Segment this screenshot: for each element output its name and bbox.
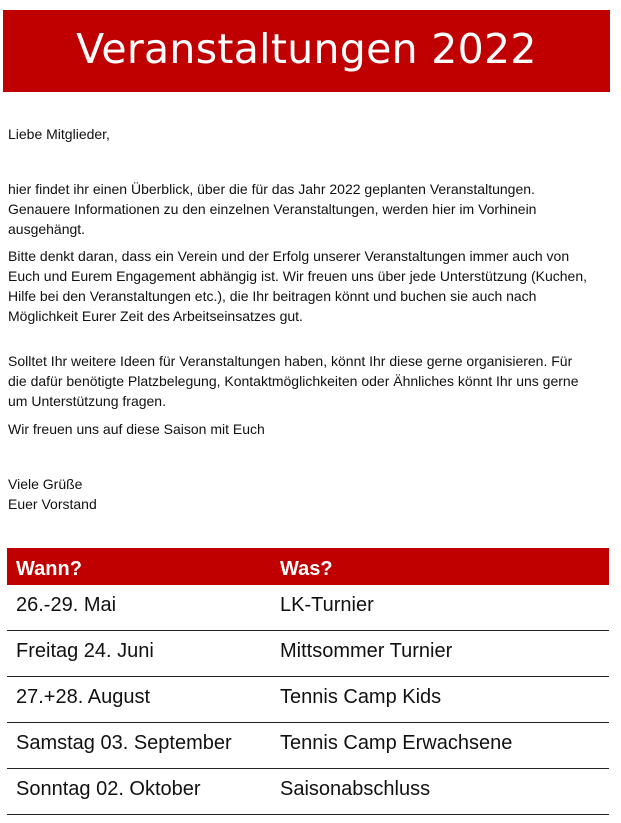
event-name: Tennis Camp Kids [280, 686, 442, 708]
event-date: Sonntag 02. Oktober [16, 778, 201, 800]
table-header [7, 548, 609, 585]
paragraph-3-line-2: die dafür benötigte Platzbelegung, Kontaktmöglichkeiten oder Ähnliches könnt Ihr uns gerne [8, 373, 579, 389]
paragraph-3-line-1: Solltet Ihr weitere Ideen für Veranstaltungen haben, könnt Ihr diese gerne organisieren. Für [8, 353, 573, 369]
table-row [7, 585, 609, 631]
greeting: Liebe Mitglieder, [8, 126, 110, 142]
closing: Viele Grüße [8, 476, 83, 492]
paragraph-2-line-2: Euch und Eurem Engagement abhängig ist. Wir freuen uns über jede Unterstützung (Kuchen, [8, 268, 588, 284]
events-table [7, 548, 609, 815]
header-what: Was? [280, 558, 333, 580]
event-name: Mittsommer Turnier [280, 640, 453, 662]
paragraph-3-line-3: um Unterstützung fragen. [8, 393, 166, 409]
paragraph-4: Wir freuen uns auf diese Saison mit Euch [8, 421, 265, 437]
paragraph-2-line-1: Bitte denkt daran, dass ein Verein und der Erfolg unserer Veranstaltungen immer auch von [8, 248, 570, 264]
event-date: 27.+28. August [16, 686, 151, 708]
paragraph-1-line-3: ausgehängt. [8, 221, 86, 237]
paragraph-2-line-3: Hilfe bei den Veranstaltungen etc.), die Ihr beitragen könnt und buchen sie auch nach [8, 288, 537, 304]
table-row [7, 769, 609, 815]
event-date: Freitag 24. Juni [16, 640, 154, 662]
event-name: Tennis Camp Erwachsene [280, 732, 513, 754]
table-row [7, 723, 609, 769]
page-title: Veranstaltungen 2022 [76, 25, 537, 73]
event-date: Samstag 03. September [16, 732, 232, 754]
signature: Euer Vorstand [8, 496, 97, 512]
event-name: LK-Turnier [280, 594, 374, 616]
table-row [7, 631, 609, 677]
table-row [7, 677, 609, 723]
event-date: 26.-29. Mai [16, 594, 117, 616]
event-name: Saisonabschluss [280, 778, 431, 800]
header-when: Wann? [16, 558, 82, 580]
paragraph-1-line-2: Genauere Informationen zu den einzelnen Veranstaltungen, werden hier im Vorhinein [8, 201, 537, 217]
title-banner [3, 10, 610, 92]
paragraph-2-line-4: Möglichkeit Eurer Zeit des Arbeitseinsatzes gut. [8, 308, 303, 324]
paragraph-1-line-1: hier findet ihr einen Überblick, über die für das Jahr 2022 geplanten Veranstaltungen. [8, 181, 535, 197]
